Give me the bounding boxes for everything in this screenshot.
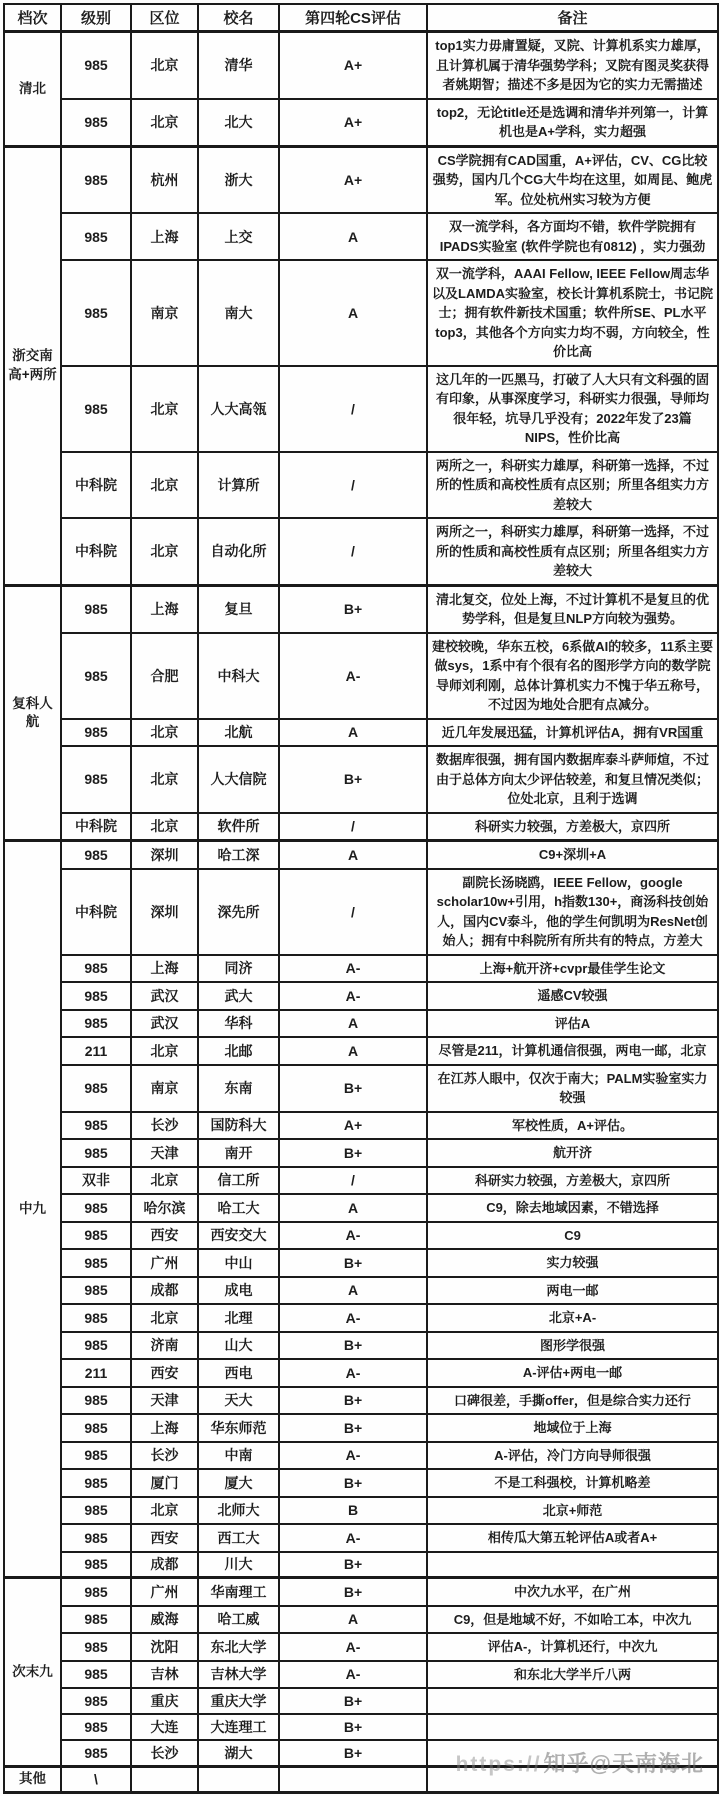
table-header [4,4,718,32]
table-row [4,146,718,213]
level-cell: 985 [61,1139,131,1167]
table-row [4,260,718,366]
remark-cell: 口碑很差，手撕offer，但是综合实力还行 [427,1387,718,1415]
rating-cell: A [279,1194,427,1222]
table-row [4,1469,718,1497]
table-row [4,813,718,841]
level-cell: 985 [61,1304,131,1332]
rating-cell: A- [279,955,427,983]
header-row [4,4,718,32]
remark-cell [427,1714,718,1740]
city-cell: 哈尔滨 [131,1194,198,1222]
rating-cell: A [279,1010,427,1038]
table-row [4,1552,718,1578]
table-row [4,1222,718,1250]
city-cell: 北京 [131,518,198,585]
rating-cell: B+ [279,1469,427,1497]
tier-cell: 复科人航 [4,585,61,841]
level-cell: 985 [61,1633,131,1661]
table-row [4,982,718,1010]
level-cell: 中科院 [61,869,131,955]
city-cell: 西安 [131,1359,198,1387]
level-cell: \ [61,1766,131,1792]
city-cell: 上海 [131,1414,198,1442]
level-cell: 985 [61,1065,131,1112]
level-cell: 985 [61,1277,131,1305]
rating-cell: B+ [279,1332,427,1360]
remark-cell: 两所之一，科研实力雄厚，科研第一选择，不过所的性质和高校性质有点区别；所里各组实力方差较大 [427,452,718,519]
city-cell: 吉林 [131,1661,198,1689]
remark-cell: 实力较强 [427,1249,718,1277]
rating-cell: A+ [279,32,427,99]
table-row [4,1194,718,1222]
level-cell: 985 [61,1740,131,1766]
level-cell: 中科院 [61,452,131,519]
tier-cell: 次末九 [4,1578,61,1767]
rating-cell: B+ [279,1414,427,1442]
school-cell: 人大高瓴 [198,366,279,452]
remark-cell: 两所之一，科研实力雄厚，科研第一选择，不过所的性质和高校性质有点区别；所里各组实力方差较大 [427,518,718,585]
rating-cell: B+ [279,746,427,813]
level-cell: 985 [61,1112,131,1140]
tier-cell: 清北 [4,32,61,147]
table-row [4,841,718,869]
city-cell: 北京 [131,813,198,841]
remark-cell: C9，除去地域因素，不错选择 [427,1194,718,1222]
city-cell: 北京 [131,1167,198,1195]
rating-cell: A- [279,1661,427,1689]
school-cell: 西电 [198,1359,279,1387]
level-cell: 985 [61,1010,131,1038]
city-cell: 重庆 [131,1688,198,1714]
rating-cell: A [279,1277,427,1305]
rating-cell: A- [279,633,427,719]
header-tier: 档次 [4,4,61,32]
level-cell: 985 [61,1222,131,1250]
school-cell: 西安交大 [198,1222,279,1250]
level-cell: 985 [61,1661,131,1689]
rating-cell: / [279,813,427,841]
remark-cell: C9 [427,1222,718,1250]
tier-cell: 浙交南高+两所 [4,146,61,585]
school-cell: 国防科大 [198,1112,279,1140]
city-cell [131,1766,198,1792]
level-cell: 985 [61,719,131,747]
city-cell: 厦门 [131,1469,198,1497]
city-cell: 长沙 [131,1442,198,1470]
table-row [4,1688,718,1714]
rating-cell: B+ [279,1740,427,1766]
school-cell: 中南 [198,1442,279,1470]
table-row [4,1740,718,1766]
table-row [4,1442,718,1470]
school-cell: 北师大 [198,1497,279,1525]
remark-cell: 北京+师范 [427,1497,718,1525]
rating-cell [279,1766,427,1792]
city-cell: 上海 [131,955,198,983]
city-cell: 北京 [131,1497,198,1525]
level-cell: 985 [61,1524,131,1552]
rating-cell: A- [279,1222,427,1250]
school-cell: 吉林大学 [198,1661,279,1689]
remark-cell: 评估A [427,1010,718,1038]
city-cell: 长沙 [131,1112,198,1140]
city-cell: 成都 [131,1552,198,1578]
table-row [4,1037,718,1065]
school-cell: 软件所 [198,813,279,841]
rating-cell: B+ [279,1139,427,1167]
header-city: 区位 [131,4,198,32]
remark-cell [427,1688,718,1714]
remark-cell: 图形学很强 [427,1332,718,1360]
cs-ranking-table [3,3,719,1794]
school-cell: 哈工大 [198,1194,279,1222]
school-cell: 东北大学 [198,1633,279,1661]
rating-cell: A- [279,1359,427,1387]
remark-cell: 不是工科强校，计算机略差 [427,1469,718,1497]
table-row [4,1139,718,1167]
level-cell: 985 [61,1469,131,1497]
level-cell: 985 [61,585,131,633]
school-cell: 川大 [198,1552,279,1578]
school-cell: 北邮 [198,1037,279,1065]
remark-cell: 双一流学科，AAAI Fellow, IEEE Fellow周志华以及LAMDA实验室，校长计算机系院士，书记院士；拥有软件新技术国重；软件所SE、PL水平top3，其他各个方向实力均不弱，方向较全，性价比高 [427,260,718,366]
table-row [4,1065,718,1112]
rating-cell: B+ [279,1688,427,1714]
school-cell: 南大 [198,260,279,366]
table-row [4,1661,718,1689]
city-cell: 上海 [131,213,198,260]
remark-cell: 地域位于上海 [427,1414,718,1442]
table-row [4,1633,718,1661]
school-cell: 自动化所 [198,518,279,585]
school-cell: 天大 [198,1387,279,1415]
header-remark: 备注 [427,4,718,32]
school-cell: 哈工深 [198,841,279,869]
table-row [4,32,718,99]
city-cell: 北京 [131,99,198,147]
remark-cell: 科研实力较强，方差极大，京四所 [427,1167,718,1195]
school-cell: 南开 [198,1139,279,1167]
city-cell: 杭州 [131,146,198,213]
school-cell: 上交 [198,213,279,260]
school-cell: 中山 [198,1249,279,1277]
rating-cell: B+ [279,1552,427,1578]
rating-cell: A [279,260,427,366]
city-cell: 广州 [131,1578,198,1606]
rating-cell: B+ [279,1714,427,1740]
table-row [4,1387,718,1415]
table-row [4,99,718,147]
city-cell: 南京 [131,260,198,366]
level-cell: 985 [61,955,131,983]
rating-cell: A- [279,1304,427,1332]
table-row [4,633,718,719]
city-cell: 长沙 [131,1740,198,1766]
remark-cell: 相传瓜大第五轮评估A或者A+ [427,1524,718,1552]
school-cell: 大连理工 [198,1714,279,1740]
remark-cell [427,1766,718,1792]
table-row [4,585,718,633]
level-cell: 985 [61,1497,131,1525]
remark-cell: 北京+A- [427,1304,718,1332]
city-cell: 济南 [131,1332,198,1360]
school-cell: 东南 [198,1065,279,1112]
rating-cell: / [279,1167,427,1195]
remark-cell: 在江苏人眼中，仅次于南大；PALM实验室实力较强 [427,1065,718,1112]
city-cell: 大连 [131,1714,198,1740]
remark-cell: top2，无论title还是选调和清华并列第一，计算机也是A+学科，实力超强 [427,99,718,147]
rating-cell: B+ [279,585,427,633]
table-row [4,1578,718,1606]
school-cell: 北航 [198,719,279,747]
table-row [4,518,718,585]
school-cell: 信工所 [198,1167,279,1195]
level-cell: 985 [61,260,131,366]
remark-cell: A-评估，冷门方向导师很强 [427,1442,718,1470]
level-cell: 985 [61,1332,131,1360]
rating-cell: B+ [279,1065,427,1112]
level-cell: 985 [61,146,131,213]
watermark-url: https:// [455,1752,542,1776]
tier-cell: 其他 [4,1766,61,1792]
remark-cell: 中次九水平，在广州 [427,1578,718,1606]
level-cell: 985 [61,1714,131,1740]
rating-cell: / [279,869,427,955]
table-row [4,1249,718,1277]
remark-cell: 军校性质，A+评估。 [427,1112,718,1140]
rating-cell: A- [279,982,427,1010]
school-cell: 武大 [198,982,279,1010]
city-cell: 沈阳 [131,1633,198,1661]
school-cell: 北大 [198,99,279,147]
city-cell: 武汉 [131,1010,198,1038]
rating-cell: A- [279,1633,427,1661]
school-cell: 清华 [198,32,279,99]
school-cell: 北理 [198,1304,279,1332]
table-row [4,452,718,519]
table-row [4,719,718,747]
city-cell: 威海 [131,1606,198,1634]
school-cell: 华南理工 [198,1578,279,1606]
school-cell: 同济 [198,955,279,983]
table-row [4,1304,718,1332]
level-cell: 985 [61,1552,131,1578]
rating-cell: A [279,719,427,747]
city-cell: 合肥 [131,633,198,719]
school-cell: 湖大 [198,1740,279,1766]
header-school: 校名 [198,4,279,32]
rating-cell: / [279,518,427,585]
table-row [4,1010,718,1038]
remark-cell: 副院长汤晓鸥，IEEE Fellow，google scholar10w+引用，h指数130+，商汤科技创始人，国内CV泰斗，他的学生何凯明为ResNet创始人；拥有中科院所有所共有的特点，方差大 [427,869,718,955]
remark-cell: C9+深圳+A [427,841,718,869]
school-cell: 哈工威 [198,1606,279,1634]
city-cell: 西安 [131,1524,198,1552]
remark-cell: 清北复交，位处上海，不过计算机不是复旦的优势学科，但是复旦NLP方向较为强势。 [427,585,718,633]
level-cell: 211 [61,1359,131,1387]
city-cell: 北京 [131,719,198,747]
rating-cell: / [279,366,427,452]
rating-cell: A+ [279,146,427,213]
city-cell: 深圳 [131,841,198,869]
city-cell: 上海 [131,585,198,633]
header-level: 级别 [61,4,131,32]
level-cell: 985 [61,746,131,813]
school-cell: 复旦 [198,585,279,633]
level-cell: 985 [61,841,131,869]
city-cell: 天津 [131,1387,198,1415]
table-row [4,1606,718,1634]
remark-cell: 遥感CV较强 [427,982,718,1010]
level-cell: 985 [61,99,131,147]
level-cell: 985 [61,1606,131,1634]
level-cell: 985 [61,982,131,1010]
level-cell: 985 [61,1387,131,1415]
remark-cell [427,1740,718,1766]
city-cell: 北京 [131,366,198,452]
remark-cell: CS学院拥有CAD国重，A+评估，CV、CG比较强势，国内几个CG大牛均在这里，如周昆、鲍虎军。位处杭州实习较为方便 [427,146,718,213]
table-row [4,366,718,452]
level-cell: 985 [61,1442,131,1470]
remark-cell: 数据库很强，拥有国内数据库泰斗萨师煊，不过由于总体方向太少评估较差，和复旦情况类似；位处北京，且利于选调 [427,746,718,813]
city-cell: 北京 [131,452,198,519]
table-row [4,1766,718,1792]
remark-cell: 上海+航开济+cvpr最佳学生论文 [427,955,718,983]
rating-cell: A [279,1037,427,1065]
table-row [4,955,718,983]
school-cell: 浙大 [198,146,279,213]
remark-cell: 评估A-，计算机还行，中次九 [427,1633,718,1661]
rating-cell: A+ [279,99,427,147]
level-cell: 双非 [61,1167,131,1195]
level-cell: 985 [61,1194,131,1222]
city-cell: 西安 [131,1222,198,1250]
header-cs-rating: 第四轮CS评估 [279,4,427,32]
table-row [4,213,718,260]
school-cell: 山大 [198,1332,279,1360]
level-cell: 985 [61,213,131,260]
rating-cell: A- [279,1442,427,1470]
school-cell: 成电 [198,1277,279,1305]
remark-cell: 科研实力较强，方差极大，京四所 [427,813,718,841]
school-cell: 重庆大学 [198,1688,279,1714]
level-cell: 985 [61,633,131,719]
rating-cell: A [279,841,427,869]
level-cell: 中科院 [61,813,131,841]
rating-cell: / [279,452,427,519]
city-cell: 北京 [131,1037,198,1065]
city-cell: 北京 [131,32,198,99]
school-cell: 西工大 [198,1524,279,1552]
table-row [4,1332,718,1360]
remark-cell: 近几年发展迅猛，计算机评估A，拥有VR国重 [427,719,718,747]
table-row [4,1112,718,1140]
city-cell: 成都 [131,1277,198,1305]
city-cell: 深圳 [131,869,198,955]
table-row [4,746,718,813]
table-row [4,1167,718,1195]
school-cell: 中科大 [198,633,279,719]
remark-cell: A-评估+两电一邮 [427,1359,718,1387]
rating-cell: A [279,213,427,260]
school-cell: 深先所 [198,869,279,955]
city-cell: 北京 [131,1304,198,1332]
tier-cell: 中九 [4,841,61,1578]
table-body [4,32,718,1793]
rating-cell: B+ [279,1249,427,1277]
rating-cell: B [279,1497,427,1525]
city-cell: 广州 [131,1249,198,1277]
remark-cell: C9，但是地域不好，不如哈工本，中次九 [427,1606,718,1634]
remark-cell: 航开济 [427,1139,718,1167]
rating-cell: A+ [279,1112,427,1140]
city-cell: 南京 [131,1065,198,1112]
city-cell: 北京 [131,746,198,813]
level-cell: 985 [61,1688,131,1714]
table-row [4,869,718,955]
remark-cell [427,1552,718,1578]
table-row [4,1714,718,1740]
city-cell: 天津 [131,1139,198,1167]
level-cell: 中科院 [61,518,131,585]
remark-cell: 尽管是211，计算机通信很强，两电一邮，北京 [427,1037,718,1065]
level-cell: 985 [61,1578,131,1606]
remark-cell: 两电一邮 [427,1277,718,1305]
remark-cell: 这几年的一匹黑马，打破了人大只有文科强的固有印象，从事深度学习，科研实力很强，导师均很年轻，坑导几乎没有；2022年发了23篇NIPS，性价比高 [427,366,718,452]
rating-cell: B+ [279,1387,427,1415]
school-cell: 华科 [198,1010,279,1038]
rating-cell: A [279,1606,427,1634]
school-cell: 厦大 [198,1469,279,1497]
remark-cell: 和东北大学半斤八两 [427,1661,718,1689]
table-row [4,1497,718,1525]
city-cell: 武汉 [131,982,198,1010]
remark-cell: top1实力毋庸置疑，叉院、计算机系实力雄厚，且计算机属于清华强势学科；叉院有图灵奖获得者姚期智；描述不多是因为它的实力无需描述 [427,32,718,99]
level-cell: 985 [61,1414,131,1442]
table-row [4,1277,718,1305]
school-cell [198,1766,279,1792]
rating-cell: B+ [279,1578,427,1606]
level-cell: 985 [61,1249,131,1277]
school-cell: 计算所 [198,452,279,519]
school-cell: 人大信院 [198,746,279,813]
school-cell: 华东师范 [198,1414,279,1442]
watermark-handle: 知乎@天南海北 [543,1750,704,1776]
table-row [4,1359,718,1387]
rating-cell: A- [279,1524,427,1552]
remark-cell: 双一流学科，各方面均不错，软件学院拥有IPADS实验室 (软件学院也有0812) ，实力强劲 [427,213,718,260]
level-cell: 211 [61,1037,131,1065]
table-row [4,1414,718,1442]
table-row [4,1524,718,1552]
level-cell: 985 [61,32,131,99]
level-cell: 985 [61,366,131,452]
remark-cell: 建校较晚，华东五校，6系做AI的较多，11系主要做sys，1系中有个很有名的图形学方向的数学院导师刘利刚，总体计算机实力不愧于华五称号，不过因为地处合肥有点减分。 [427,633,718,719]
